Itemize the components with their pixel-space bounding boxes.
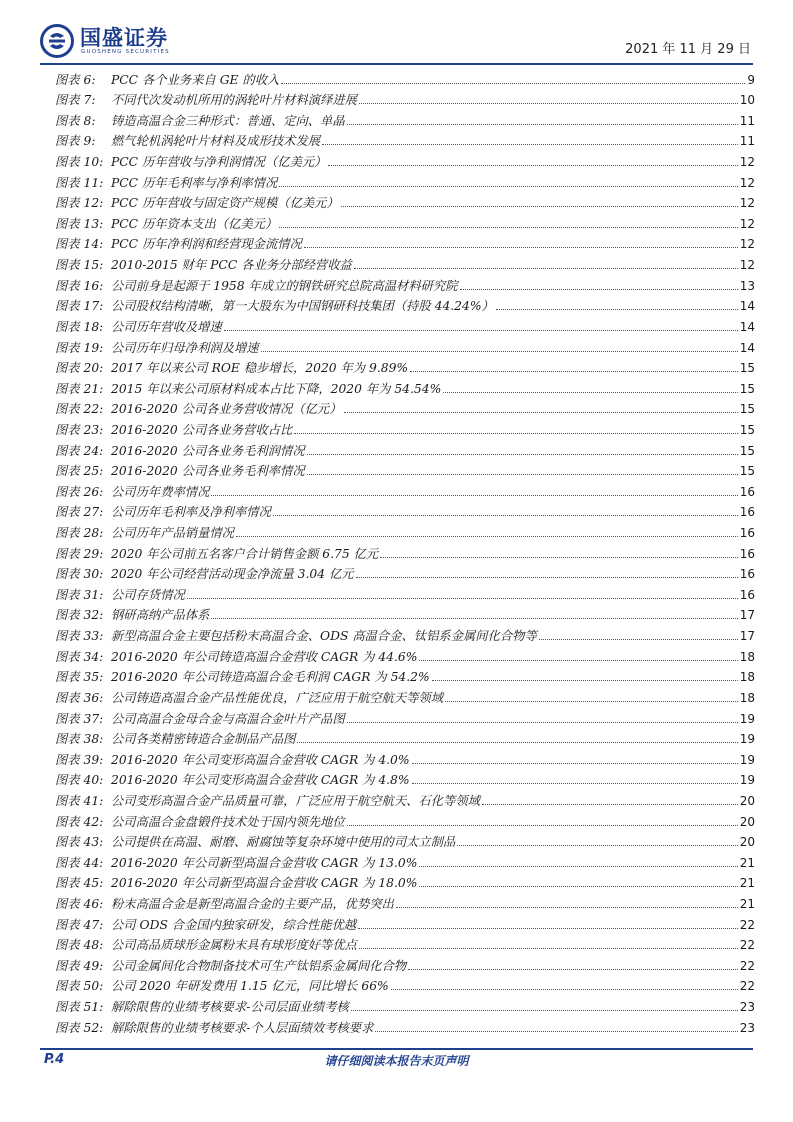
page-number: P.4 <box>44 1052 65 1067</box>
toc-entry-page: 20 <box>739 835 755 850</box>
toc-entry-title: 2016-2020 年公司新型高温合金营收 CAGR 为 18.0% <box>111 876 418 891</box>
toc-entry-title: 公司 ODS 合金国内独家研发，综合性能优越 <box>111 917 357 932</box>
toc-entry-title: 2016-2020 公司各业务毛利率情况 <box>111 464 305 479</box>
toc-entry-title: 公司历年营收及增速 <box>111 319 222 334</box>
toc-leader-dots <box>261 351 738 352</box>
toc-leader-dots <box>236 536 738 537</box>
toc-entry[interactable] <box>55 912 755 933</box>
toc-leader-dots <box>347 825 738 826</box>
toc-entry-page: 19 <box>739 711 755 726</box>
toc-entry-page: 16 <box>739 505 755 520</box>
toc-entry-label: 图表 28: <box>55 526 104 541</box>
toc-entry-title: PCC 历年营收与固定资产规模（亿美元） <box>111 196 339 211</box>
toc-entry-label: 图表 46: <box>55 896 104 911</box>
toc-entry-label: 图表 20: <box>55 361 104 376</box>
toc-entry-title: 公司存货情况 <box>111 587 185 602</box>
toc-entry[interactable] <box>55 88 755 109</box>
toc-entry-label: 图表 18: <box>55 319 104 334</box>
toc-entry-title: 2020 年公司前五名客户合计销售金额 6.75 亿元 <box>111 546 379 561</box>
toc-entry[interactable] <box>55 953 755 974</box>
toc-entry[interactable] <box>55 994 755 1015</box>
toc-entry-page: 12 <box>739 216 755 231</box>
toc-entry-label: 图表 44: <box>55 855 104 870</box>
toc-entry-label: 图表 39: <box>55 752 104 767</box>
toc-entry-label: 图表 15: <box>55 258 104 273</box>
toc-entry-title: PCC 历年营收与净利润情况（亿美元） <box>111 155 327 170</box>
toc-entry[interactable] <box>55 665 755 686</box>
header-divider <box>40 63 753 65</box>
toc-leader-dots <box>279 186 737 187</box>
toc-entry-title: 公司历年毛利率及净利率情况 <box>111 505 271 520</box>
toc-entry-label: 图表 16: <box>55 278 104 293</box>
toc-entry[interactable] <box>55 479 755 500</box>
toc-entry-title: 2016-2020 公司各业务营收情况（亿元） <box>111 402 342 417</box>
figure-index-list <box>55 67 755 1036</box>
toc-entry-title: 公司变形高温合金产品质量可靠，广泛应用于航空航天、石化等领域 <box>111 793 480 808</box>
toc-leader-dots <box>294 433 737 434</box>
toc-leader-dots <box>224 330 738 331</box>
toc-entry-label: 图表 38: <box>55 732 104 747</box>
toc-entry-page: 14 <box>739 299 755 314</box>
toc-entry-label: 图表 12: <box>55 196 104 211</box>
toc-leader-dots <box>432 680 738 681</box>
toc-entry-label: 图表 33: <box>55 629 104 644</box>
toc-entry-page: 20 <box>739 793 755 808</box>
toc-entry-title: 不同代次发动机所用的涡轮叶片材料演绎进展 <box>111 93 357 108</box>
toc-entry-label: 图表 6: <box>55 72 96 87</box>
toc-leader-dots <box>419 660 737 661</box>
toc-entry-title: 公司历年归母净利润及增速 <box>111 340 259 355</box>
toc-entry-title: 公司历年产品销量情况 <box>111 526 234 541</box>
toc-leader-dots <box>410 371 738 372</box>
toc-entry-label: 图表 35: <box>55 670 104 685</box>
toc-entry-label: 图表 37: <box>55 711 104 726</box>
toc-entry-title: 2016-2020 公司各业务毛利润情况 <box>111 443 305 458</box>
toc-entry[interactable] <box>55 191 755 212</box>
toc-entry-title: 公司股权结构清晰，第一大股东为中国钢研科技集团（持股 44.24%） <box>111 299 494 314</box>
toc-entry-page: 9 <box>747 72 755 87</box>
toc-entry[interactable] <box>55 974 755 995</box>
page-header <box>40 18 753 62</box>
toc-entry[interactable] <box>55 830 755 851</box>
toc-entry-page: 10 <box>739 93 755 108</box>
toc-entry-title: 公司铸造高温合金产品性能优良，广泛应用于航空航天等领域 <box>111 690 444 705</box>
toc-entry-label: 图表 40: <box>55 773 104 788</box>
toc-entry-label: 图表 14: <box>55 237 104 252</box>
toc-entry-page: 14 <box>739 340 755 355</box>
toc-entry-title: 公司历年费率情况 <box>111 484 210 499</box>
toc-entry[interactable] <box>55 891 755 912</box>
toc-entry-label: 图表 47: <box>55 917 104 932</box>
toc-leader-dots <box>307 454 738 455</box>
toc-leader-dots <box>419 886 737 887</box>
toc-entry-title: PCC 历年净利润和经营现金流情况 <box>111 237 302 252</box>
toc-entry-page: 14 <box>739 319 755 334</box>
toc-entry[interactable] <box>55 252 755 273</box>
toc-entry[interactable] <box>55 850 755 871</box>
toc-leader-dots <box>460 289 738 290</box>
toc-entry[interactable] <box>55 727 755 748</box>
toc-leader-dots <box>375 1031 737 1032</box>
toc-entry-label: 图表 11: <box>55 175 104 190</box>
toc-entry-page: 15 <box>739 422 755 437</box>
toc-entry-label: 图表 29: <box>55 546 104 561</box>
toc-entry-page: 23 <box>739 1000 755 1015</box>
toc-entry-label: 图表 30: <box>55 567 104 582</box>
toc-entry-title: 2016-2020 年公司铸造高温合金毛利润 CAGR 为 54.2% <box>111 670 430 685</box>
toc-entry-title: PCC 各个业务来自 GE 的收入 <box>111 72 280 87</box>
toc-entry-page: 16 <box>739 526 755 541</box>
toc-entry[interactable] <box>55 314 755 335</box>
toc-entry[interactable] <box>55 438 755 459</box>
toc-entry-page: 13 <box>739 278 755 293</box>
toc-entry-label: 图表 41: <box>55 793 104 808</box>
toc-entry[interactable] <box>55 520 755 541</box>
logo-subtext: GUOSHENG SECURITIES <box>81 49 170 55</box>
toc-entry-title: 公司高品质球形金属粉末具有球形度好等优点 <box>111 938 357 953</box>
toc-leader-dots <box>187 598 738 599</box>
toc-entry[interactable] <box>55 582 755 603</box>
toc-leader-dots <box>443 392 737 393</box>
toc-leader-dots <box>539 639 738 640</box>
toc-entry-label: 图表 24: <box>55 443 104 458</box>
toc-leader-dots <box>358 928 737 929</box>
toc-entry[interactable] <box>55 149 755 170</box>
toc-entry-page: 22 <box>739 958 755 973</box>
footer-divider <box>40 1048 753 1050</box>
toc-leader-dots <box>351 1010 738 1011</box>
toc-entry-title: 粉末高温合金是新型高温合金的主要产品，优势突出 <box>111 896 394 911</box>
toc-leader-dots <box>445 701 738 702</box>
toc-entry-label: 图表 10: <box>55 155 104 170</box>
toc-entry-page: 19 <box>739 732 755 747</box>
toc-entry-page: 17 <box>739 608 755 623</box>
toc-entry-label: 图表 27: <box>55 505 104 520</box>
toc-entry-label: 图表 8: <box>55 113 96 128</box>
toc-leader-dots <box>380 557 738 558</box>
toc-entry[interactable] <box>55 376 755 397</box>
toc-entry-label: 图表 26: <box>55 484 104 499</box>
toc-entry[interactable] <box>55 335 755 356</box>
toc-entry-title: 公司提供在高温、耐磨、耐腐蚀等复杂环境中使用的司太立制品 <box>111 835 456 850</box>
toc-leader-dots <box>359 948 738 949</box>
toc-entry[interactable] <box>55 129 755 150</box>
toc-entry-page: 11 <box>739 134 755 149</box>
toc-entry-title: 2016-2020 年公司新型高温合金营收 CAGR 为 13.0% <box>111 855 418 870</box>
toc-entry-label: 图表 21: <box>55 381 104 396</box>
toc-entry-title: 2016-2020 年公司铸造高温合金营收 CAGR 为 44.6% <box>111 649 418 664</box>
toc-entry[interactable] <box>55 232 755 253</box>
toc-entry[interactable] <box>55 541 755 562</box>
toc-entry-label: 图表 43: <box>55 835 104 850</box>
toc-entry-title: 2016-2020 年公司变形高温合金营收 CAGR 为 4.8% <box>111 773 410 788</box>
toc-entry[interactable] <box>55 747 755 768</box>
toc-leader-dots <box>322 144 738 145</box>
toc-entry[interactable] <box>55 500 755 521</box>
toc-entry-page: 21 <box>739 855 755 870</box>
toc-entry-label: 图表 25: <box>55 464 104 479</box>
toc-entry-page: 18 <box>739 670 755 685</box>
toc-leader-dots <box>347 124 738 125</box>
toc-entry-page: 16 <box>739 484 755 499</box>
toc-entry-title: 钢研高纳产品体系 <box>111 608 210 623</box>
toc-entry-label: 图表 49: <box>55 958 104 973</box>
toc-entry[interactable] <box>55 273 755 294</box>
toc-entry-title: 2015 年以来公司原材料成本占比下降，2020 年为 54.54% <box>111 381 442 396</box>
toc-entry-title: 解除限售的业绩考核要求-个人层面绩效考核要求 <box>111 1020 374 1035</box>
toc-entry[interactable] <box>55 644 755 665</box>
toc-leader-dots <box>273 515 738 516</box>
toc-entry-title: 公司 2020 年研发费用 1.15 亿元，同比增长 66% <box>111 979 389 994</box>
disclaimer-note: 请仔细阅读本报告末页声明 <box>324 1054 469 1068</box>
toc-entry-title: PCC 历年资本支出（亿美元） <box>111 216 278 231</box>
toc-entry-page: 16 <box>739 567 755 582</box>
toc-entry-title: 2016-2020 年公司变形高温合金营收 CAGR 为 4.0% <box>111 752 410 767</box>
toc-entry-page: 12 <box>739 237 755 252</box>
toc-leader-dots <box>396 907 738 908</box>
toc-entry-label: 图表 23: <box>55 422 104 437</box>
toc-leader-dots <box>279 227 737 228</box>
toc-entry-label: 图表 22: <box>55 402 104 417</box>
toc-entry[interactable] <box>55 871 755 892</box>
toc-entry-label: 图表 50: <box>55 979 104 994</box>
toc-leader-dots <box>307 474 738 475</box>
toc-entry-title: 公司金属间化合物制备技术可生产钛铝系金属间化合物 <box>111 958 407 973</box>
toc-leader-dots <box>297 742 737 743</box>
toc-entry-label: 图表 34: <box>55 649 104 664</box>
toc-entry-title: 2017 年以来公司 ROE 稳步增长，2020 年为 9.89% <box>111 361 409 376</box>
toc-entry[interactable] <box>55 788 755 809</box>
toc-entry[interactable] <box>55 562 755 583</box>
toc-leader-dots <box>457 845 737 846</box>
toc-entry[interactable] <box>55 1015 755 1036</box>
toc-leader-dots <box>347 722 738 723</box>
toc-leader-dots <box>304 247 738 248</box>
toc-entry-page: 15 <box>739 402 755 417</box>
toc-entry[interactable] <box>55 809 755 830</box>
toc-entry-label: 图表 9: <box>55 134 96 149</box>
toc-entry-label: 图表 45: <box>55 876 104 891</box>
toc-entry-title: 新型高温合金主要包括粉末高温合金、ODS 高温合金、钛铝系金属间化合物等 <box>111 629 537 644</box>
toc-leader-dots <box>419 866 737 867</box>
toc-leader-dots <box>412 763 738 764</box>
toc-entry-page: 22 <box>739 917 755 932</box>
toc-leader-dots <box>496 309 738 310</box>
toc-entry-page: 22 <box>739 979 755 994</box>
toc-entry[interactable] <box>55 397 755 418</box>
toc-entry[interactable] <box>55 170 755 191</box>
toc-entry-page: 16 <box>739 587 755 602</box>
guosheng-logo-icon <box>40 24 74 58</box>
toc-entry-title: 解除限售的业绩考核要求-公司层面业绩考核 <box>111 1000 349 1015</box>
toc-entry-label: 图表 42: <box>55 814 104 829</box>
toc-entry[interactable] <box>55 603 755 624</box>
report-date: 2021 年 11 月 29 日 <box>625 42 751 57</box>
toc-entry-label: 图表 48: <box>55 938 104 953</box>
toc-entry-page: 15 <box>739 361 755 376</box>
toc-entry[interactable] <box>55 623 755 644</box>
toc-leader-dots <box>341 206 738 207</box>
logo-text: 国盛证券 <box>80 26 168 50</box>
toc-entry[interactable] <box>55 768 755 789</box>
toc-leader-dots <box>211 495 737 496</box>
toc-leader-dots <box>412 783 738 784</box>
toc-entry-label: 图表 19: <box>55 340 104 355</box>
toc-leader-dots <box>359 103 738 104</box>
toc-leader-dots <box>391 989 738 990</box>
toc-entry-page: 17 <box>739 629 755 644</box>
toc-entry-page: 20 <box>739 814 755 829</box>
toc-entry-page: 15 <box>739 381 755 396</box>
toc-entry[interactable] <box>55 706 755 727</box>
toc-entry-label: 图表 31: <box>55 587 104 602</box>
toc-entry[interactable] <box>55 211 755 232</box>
toc-entry-page: 12 <box>739 155 755 170</box>
toc-leader-dots <box>354 268 738 269</box>
toc-leader-dots <box>408 969 738 970</box>
toc-leader-dots <box>482 804 738 805</box>
toc-entry-title: PCC 历年毛利率与净利率情况 <box>111 175 278 190</box>
toc-entry-title: 公司高温合金盘锻件技术处于国内领先地位 <box>111 814 345 829</box>
toc-entry-label: 图表 51: <box>55 1000 104 1015</box>
toc-entry-page: 15 <box>739 443 755 458</box>
toc-entry-title: 公司前身是起源于 1958 年成立的钢铁研究总院高温材料研究院 <box>111 278 458 293</box>
toc-entry-label: 图表 52: <box>55 1020 104 1035</box>
toc-leader-dots <box>344 412 738 413</box>
toc-entry-title: 2020 年公司经营活动现金净流量 3.04 亿元 <box>111 567 354 582</box>
toc-entry-label: 图表 36: <box>55 690 104 705</box>
toc-entry-page: 19 <box>739 773 755 788</box>
toc-entry-title: 燃气轮机涡轮叶片材料及成形技术发展 <box>111 134 321 149</box>
toc-entry-title: 2016-2020 公司各业务营收占比 <box>111 422 293 437</box>
toc-entry-label: 图表 32: <box>55 608 104 623</box>
toc-entry[interactable] <box>55 685 755 706</box>
toc-entry-page: 19 <box>739 752 755 767</box>
toc-entry-page: 23 <box>739 1020 755 1035</box>
toc-entry[interactable] <box>55 356 755 377</box>
toc-entry-page: 21 <box>739 896 755 911</box>
toc-entry-page: 22 <box>739 938 755 953</box>
toc-entry-label: 图表 17: <box>55 299 104 314</box>
toc-entry-page: 18 <box>739 649 755 664</box>
toc-entry[interactable] <box>55 67 755 88</box>
toc-entry[interactable] <box>55 108 755 129</box>
toc-leader-dots <box>211 618 737 619</box>
toc-entry[interactable] <box>55 933 755 954</box>
toc-entry-title: 公司各类精密铸造合金制品产品图 <box>111 732 296 747</box>
toc-entry-label: 图表 13: <box>55 216 104 231</box>
toc-entry-page: 21 <box>739 876 755 891</box>
toc-entry-page: 12 <box>739 196 755 211</box>
toc-entry-label: 图表 7: <box>55 93 96 108</box>
toc-entry-title: 公司高温合金母合金与高温合金叶片产品图 <box>111 711 345 726</box>
toc-entry[interactable] <box>55 417 755 438</box>
toc-entry[interactable] <box>55 294 755 315</box>
toc-entry-page: 18 <box>739 690 755 705</box>
toc-leader-dots <box>356 577 738 578</box>
toc-entry-page: 11 <box>739 113 755 128</box>
toc-leader-dots <box>328 165 737 166</box>
toc-entry[interactable] <box>55 459 755 480</box>
toc-entry-page: 12 <box>739 258 755 273</box>
toc-entry-page: 12 <box>739 175 755 190</box>
toc-entry-page: 16 <box>739 546 755 561</box>
toc-entry-title: 铸造高温合金三种形式：普通、定向、单晶 <box>111 113 345 128</box>
toc-entry-title: 2010-2015 财年 PCC 各业务分部经营收益 <box>111 258 352 273</box>
toc-entry-page: 15 <box>739 464 755 479</box>
toc-leader-dots <box>281 83 745 84</box>
